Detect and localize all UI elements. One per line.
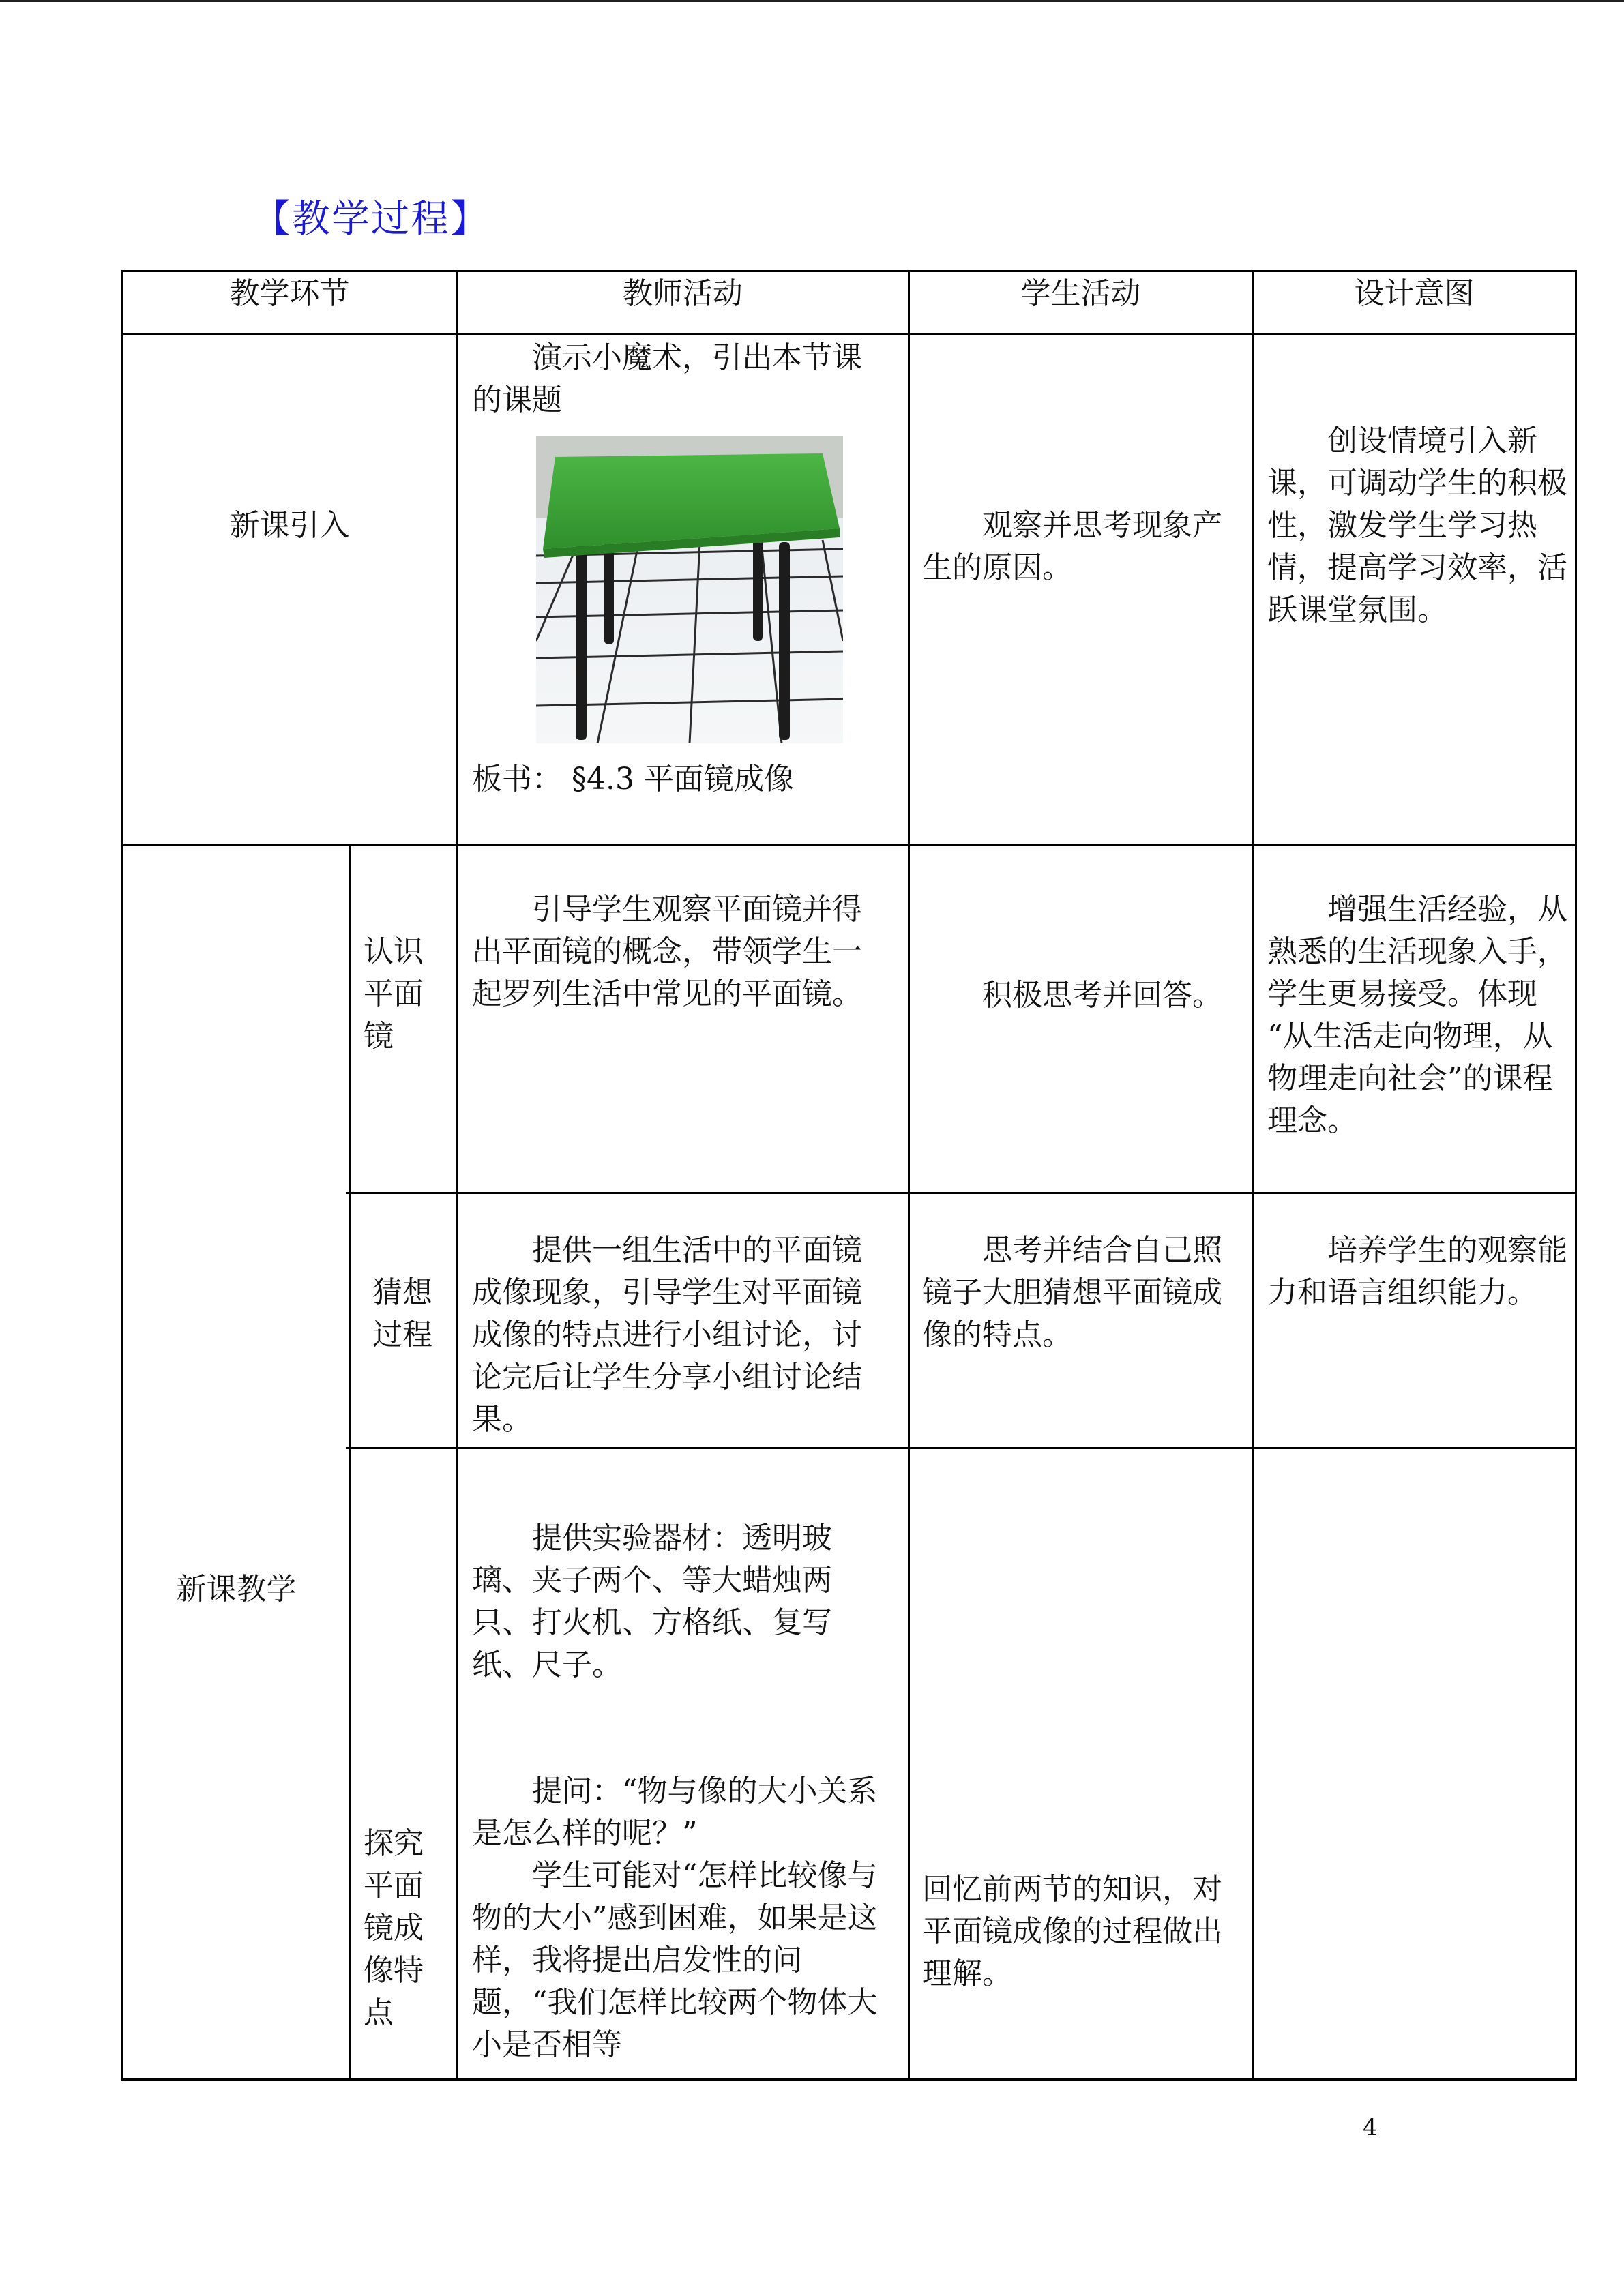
table-border — [908, 270, 910, 2081]
sub2-teacher: 提供一组生活中的平面镜成像现象，引导学生对平面镜成像的特点进行小组讨论，讨论完后让学生分享小组讨论结果。 — [472, 1233, 862, 1437]
sub2-student: 思考并结合自己照镜子大胆猜想平面镜成像的特点。 — [922, 1233, 1222, 1352]
table-border — [121, 844, 1577, 846]
sub2-name: 猜想过程 — [372, 1275, 432, 1352]
sub3-student: 回忆前两节的知识，对平面镜成像的过程做出理解。 — [922, 1872, 1222, 1991]
table-border — [1575, 270, 1577, 2081]
header-stage: 教学环节 — [229, 276, 350, 311]
table-border — [349, 844, 351, 2081]
table-border — [121, 2078, 1577, 2081]
top-rule — [0, 0, 1624, 2]
intro-stage: 新课引入 — [229, 508, 350, 543]
table-border — [121, 333, 1577, 335]
section-heading: 【教学过程】 — [252, 197, 490, 241]
sub3-teacher-p1: 提供实验器材：透明玻璃、夹子两个、等大蜡烛两只、打火机、方格纸、复写纸、尺子。 — [472, 1521, 832, 1682]
page-number: 4 — [1363, 2114, 1378, 2141]
sub3-name: 探究平面镜成像特点 — [364, 1826, 424, 2030]
sub1-intent: 增强生活经验，从熟悉的生活现象入手，学生更易接受。体现 “从生活走向物理，从物理走向社会”的课程理念。 — [1267, 892, 1567, 1138]
table-border — [346, 1192, 1577, 1194]
header-intent: 设计意图 — [1354, 276, 1475, 311]
sub1-name: 认识平面镜 — [364, 934, 424, 1054]
intro-teacher-text: 演示小魔术，引出本节课的课题 — [472, 340, 862, 417]
teaching-stage: 新课教学 — [176, 1572, 297, 1607]
sub3-teacher-p2: 提问：“物与像的大小关系是怎么样的呢？” — [472, 1774, 878, 1851]
intro-student: 观察并思考现象产生的原因。 — [922, 508, 1222, 585]
table-border — [346, 1447, 1577, 1449]
sub2-intent: 培养学生的观察能力和语言组织能力。 — [1267, 1233, 1567, 1310]
intro-board-text: 板书： §4.3 平面镜成像 — [472, 762, 794, 796]
sub1-teacher: 引导学生观察平面镜并得出平面镜的概念，带领学生一起罗列生活中常见的平面镜。 — [472, 892, 862, 1011]
table-border — [456, 270, 458, 2081]
header-teacher: 教师活动 — [623, 276, 743, 311]
magic-table-photo — [536, 436, 843, 743]
sub1-student: 积极思考并回答。 — [982, 978, 1222, 1013]
header-student: 学生活动 — [1020, 276, 1141, 311]
table-border — [1252, 270, 1254, 2081]
intro-intent: 创设情境引入新课，可调动学生的积极性，激发学生学习热情，提高学习效率，活跃课堂氛围。 — [1267, 423, 1567, 627]
sub3-teacher-p3: 学生可能对“怎样比较像与物的大小”感到困难，如果是这样，我将提出启发性的问题，“我们怎样比较两个物体大小是否相等 — [472, 1858, 878, 2062]
table-border — [121, 270, 1577, 272]
